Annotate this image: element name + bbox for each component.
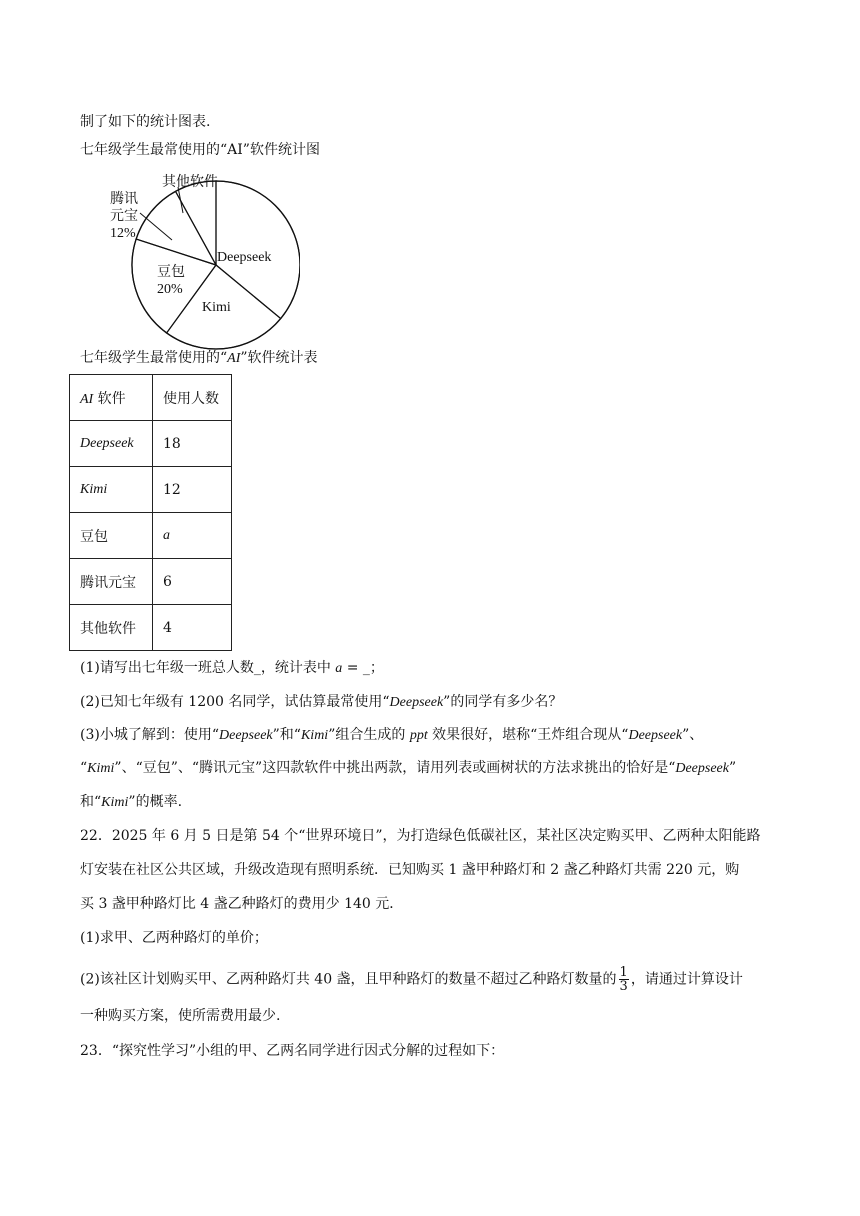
header-software-label: 软件 xyxy=(93,390,126,407)
q22-p2-a: (2)该社区计划购买甲、乙两种路灯共 40 盏，且甲种路灯的数量不超过乙种路灯数量的 xyxy=(80,971,617,988)
software-name-cell: Kimi xyxy=(70,467,153,513)
table-row xyxy=(70,421,232,467)
software-name-cell: 腾讯元宝 xyxy=(70,559,153,605)
q23-line-1: 23．“探究性学习”小组的甲、乙两名同学进行因式分解的过程如下： xyxy=(80,1043,505,1059)
q3-l2-c: ” xyxy=(729,760,737,776)
table-row xyxy=(70,605,232,651)
fraction-one-third xyxy=(619,966,629,993)
label-tencent-2: 元宝 xyxy=(110,208,138,224)
table-title-suffix: ”软件统计表 xyxy=(240,350,318,366)
q22-line-3: 买 3 盏甲种路灯比 4 盏乙种路灯的费用少 140 元． xyxy=(80,896,404,912)
table-title xyxy=(80,348,318,369)
q2-term: Deepseek xyxy=(389,695,444,710)
q2-text-a: (2)已知七年级有 1200 名同学，试估算最常使用“ xyxy=(80,694,390,710)
q3-l1-t1: Deepseek xyxy=(219,728,273,743)
q22-p2-b: ，请通过计算设计 xyxy=(630,971,743,988)
label-doubao-pct: 20% xyxy=(157,282,183,297)
q3-l1-d: 效果很好，堪称“王炸组合现从“ xyxy=(427,727,629,743)
q22-part-2-line-2: 一种购买方案，使所需费用最少. xyxy=(80,1008,281,1024)
table-header-row xyxy=(70,375,232,421)
label-tencent-pct: 12% xyxy=(110,226,136,241)
q22-line-2: 灯安装在社区公共区域，升级改造现有照明系统．已知购买 1 盏甲种路灯和 2 盏乙种路灯共需 220 元，购 xyxy=(80,862,740,878)
software-name-cell: 其他软件 xyxy=(70,605,153,651)
label-other: 其他软件 xyxy=(162,174,218,190)
user-count-cell: 4 xyxy=(153,605,232,651)
pie-chart xyxy=(100,165,300,365)
q3-l3-a: 和“ xyxy=(80,794,102,810)
user-count-cell: a xyxy=(153,513,232,559)
table-title-ai: AI xyxy=(227,351,241,366)
user-count-cell: 12 xyxy=(153,467,232,513)
header-ai: AI xyxy=(80,391,94,407)
table-row xyxy=(70,559,232,605)
q3-l1-t2: Kimi xyxy=(300,728,329,743)
q2-text-b: ”的同学有多少名？ xyxy=(443,694,563,710)
q3-l1-b: ”和“ xyxy=(272,727,301,743)
fraction-numerator: 1 xyxy=(619,965,628,980)
q3-l1-t4: Deepseek xyxy=(628,728,683,743)
label-doubao: 豆包 xyxy=(157,264,185,280)
stats-table xyxy=(69,374,232,651)
chart-title: 七年级学生最常使用的“AI”软件统计图 xyxy=(80,142,320,158)
intro-line: 制了如下的统计图表. xyxy=(80,114,211,130)
q3-l1-a: (3)小城了解到：使用“ xyxy=(80,727,219,743)
q3-l1-c: ”组合生成的 xyxy=(328,727,410,743)
q2-line xyxy=(80,692,562,713)
q22-part-1: (1)求甲、乙两种路灯的单价； xyxy=(80,930,268,946)
header-software xyxy=(70,375,153,421)
q1-text-b: = _； xyxy=(342,660,384,676)
label-kimi: Kimi xyxy=(202,300,231,315)
label-tencent-1: 腾讯 xyxy=(110,191,138,207)
label-deepseek: Deepseek xyxy=(217,250,272,265)
q3-l2-t2: Deepseek xyxy=(675,761,729,776)
q3-l1-e: ”、 xyxy=(682,727,704,743)
q22-line-1: 22．2025 年 6 月 5 日是第 54 个“世界环境日”，为打造绿色低碳社区，某社区决定购买甲、乙两种太阳能路 xyxy=(80,828,761,844)
user-count-cell: 18 xyxy=(153,421,232,467)
q3-l3-b: ”的概率. xyxy=(128,794,183,810)
table-row xyxy=(70,467,232,513)
q3-line-2 xyxy=(80,758,736,779)
fraction-denominator: 3 xyxy=(619,979,628,994)
software-name-cell: 豆包 xyxy=(70,513,153,559)
q1-line xyxy=(80,658,384,679)
user-count-cell: 6 xyxy=(153,559,232,605)
header-count: 使用人数 xyxy=(153,375,232,421)
q3-line-3 xyxy=(80,792,182,813)
q3-l2-t1: Kimi xyxy=(87,761,115,776)
q1-text-a: (1)请写出七年级一班总人数_，统计表中 xyxy=(80,660,336,676)
table-title-prefix: 七年级学生最常使用的“ xyxy=(80,350,228,366)
q1-var: a xyxy=(335,661,343,676)
q3-l1-t3: ppt xyxy=(409,728,428,743)
table-row xyxy=(70,513,232,559)
q22-part-2 xyxy=(80,966,743,993)
software-name-cell: Deepseek xyxy=(70,421,153,467)
q3-l3-t1: Kimi xyxy=(101,795,129,810)
q3-line-1 xyxy=(80,725,703,746)
q3-l2-b: ”、“豆包”、“腾讯元宝”这四款软件中挑出两款，请用列表或画树状的方法求挑出的恰好是“ xyxy=(114,760,676,776)
q3-l2-a: “ xyxy=(80,760,88,776)
